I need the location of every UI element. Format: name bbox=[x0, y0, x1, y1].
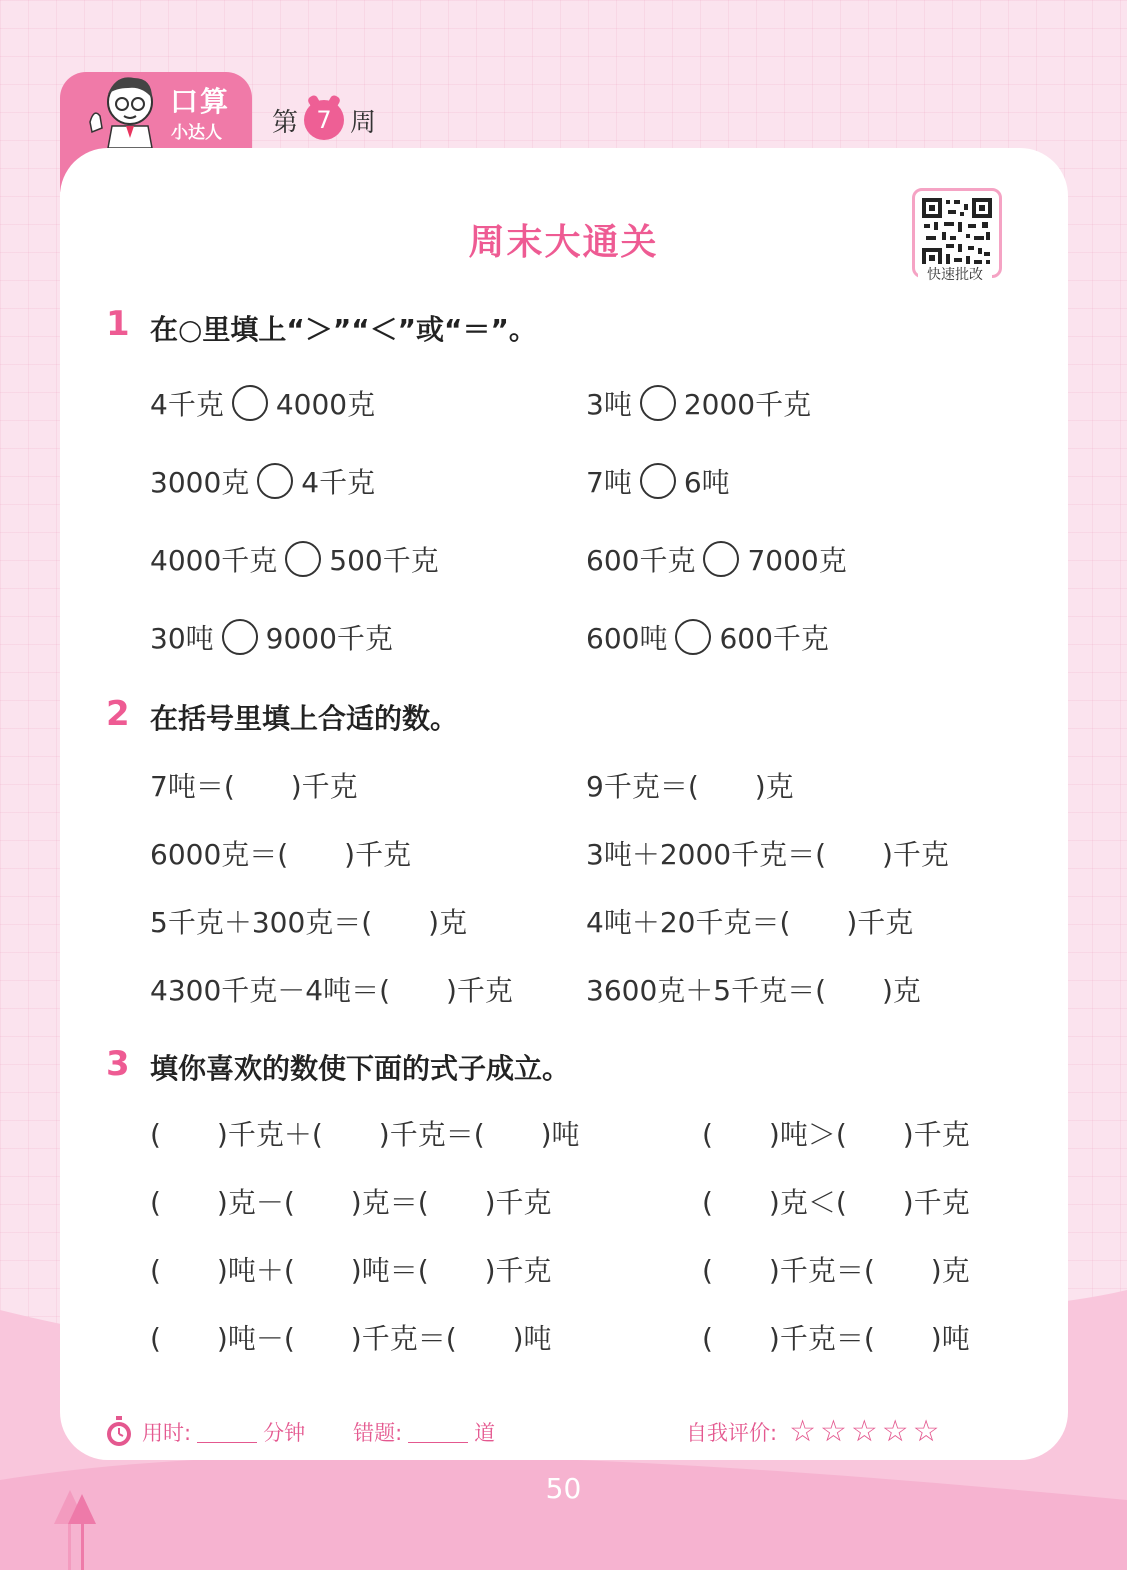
time-blank[interactable] bbox=[197, 1422, 257, 1443]
qr-code-icon bbox=[922, 198, 992, 268]
free-fill-item[interactable]: ( )吨－( )千克＝( )吨 bbox=[150, 1322, 552, 1355]
compare-right: 4千克 bbox=[301, 466, 376, 499]
compare-item bbox=[150, 537, 439, 581]
free-fill-item[interactable]: ( )克－( )克＝( )千克 bbox=[150, 1186, 552, 1219]
compare-item bbox=[586, 381, 811, 425]
compare-right: 9000千克 bbox=[265, 622, 393, 655]
page-number: 50 bbox=[545, 1472, 582, 1505]
stopwatch-icon bbox=[104, 1416, 134, 1448]
answer-circle[interactable] bbox=[675, 619, 711, 655]
section2-instruction: 在括号里填上合适的数。 bbox=[150, 702, 459, 735]
compare-right: 600千克 bbox=[719, 622, 829, 655]
compare-right: 7000克 bbox=[747, 544, 847, 577]
compare-left: 4千克 bbox=[150, 388, 224, 421]
errors-unit: 道 bbox=[474, 1421, 496, 1445]
conversion-item[interactable]: 4300千克－4吨＝( )千克 bbox=[150, 974, 513, 1007]
compare-item bbox=[586, 615, 829, 659]
answer-circle[interactable] bbox=[703, 541, 739, 577]
tree-icon bbox=[52, 1490, 100, 1570]
section3-instruction: 填你喜欢的数使下面的式子成立。 bbox=[150, 1052, 571, 1085]
mascot-boy-icon bbox=[82, 72, 164, 148]
compare-item bbox=[150, 615, 393, 659]
compare-item bbox=[586, 459, 730, 503]
free-fill-item[interactable]: ( )千克＝( )克 bbox=[702, 1254, 970, 1287]
brand-title: 口算 bbox=[170, 85, 231, 118]
compare-left: 3吨 bbox=[586, 388, 632, 421]
answer-circle[interactable] bbox=[640, 463, 676, 499]
errors-blank[interactable] bbox=[408, 1422, 468, 1443]
time-unit: 分钟 bbox=[263, 1421, 306, 1445]
section3-number: 3 bbox=[106, 1044, 130, 1084]
week-number-badge: 7 bbox=[304, 100, 344, 140]
week-label bbox=[272, 98, 376, 142]
compare-left: 30吨 bbox=[150, 622, 214, 655]
free-fill-item[interactable]: ( )千克＋( )千克＝( )吨 bbox=[150, 1118, 580, 1151]
compare-item bbox=[150, 381, 375, 425]
self-eval-label: 自我评价: bbox=[686, 1420, 778, 1445]
compare-left: 3000克 bbox=[150, 466, 250, 499]
answer-circle[interactable] bbox=[257, 463, 293, 499]
compare-left: 600千克 bbox=[586, 544, 696, 577]
compare-left: 600吨 bbox=[586, 622, 668, 655]
compare-left: 7吨 bbox=[586, 466, 632, 499]
week-prefix: 第 bbox=[272, 107, 299, 138]
answer-circle[interactable] bbox=[640, 385, 676, 421]
free-fill-item[interactable]: ( )千克＝( )吨 bbox=[702, 1322, 970, 1355]
conversion-item[interactable]: 3吨＋2000千克＝( )千克 bbox=[586, 838, 949, 871]
errors-label: 错题: bbox=[353, 1421, 403, 1445]
compare-right: 500千克 bbox=[329, 544, 439, 577]
free-fill-item[interactable]: ( )吨＋( )吨＝( )千克 bbox=[150, 1254, 552, 1287]
compare-right: 4000克 bbox=[275, 388, 376, 421]
answer-circle[interactable] bbox=[222, 619, 258, 655]
compare-right: 2000千克 bbox=[683, 388, 812, 421]
compare-item bbox=[150, 459, 375, 503]
free-fill-item[interactable]: ( )吨＞( )千克 bbox=[702, 1118, 970, 1151]
footer-self-eval bbox=[686, 1414, 944, 1449]
answer-circle[interactable] bbox=[285, 541, 321, 577]
brand-subtitle: 小达人 bbox=[171, 123, 222, 143]
footer-time-errors bbox=[104, 1416, 495, 1448]
conversion-item[interactable]: 7吨＝( )千克 bbox=[150, 770, 358, 803]
free-fill-item[interactable]: ( )克＜( )千克 bbox=[702, 1186, 970, 1219]
section1-number: 1 bbox=[106, 304, 130, 344]
conversion-item[interactable]: 9千克＝( )克 bbox=[586, 770, 794, 803]
conversion-item[interactable]: 3600克＋5千克＝( )克 bbox=[586, 974, 921, 1007]
compare-right: 6吨 bbox=[683, 466, 730, 499]
compare-item bbox=[586, 537, 847, 581]
conversion-item[interactable]: 5千克＋300克＝( )克 bbox=[150, 906, 468, 939]
conversion-item[interactable]: 4吨＋20千克＝( )千克 bbox=[586, 906, 914, 939]
qr-code-label: 快速批改 bbox=[918, 264, 992, 284]
time-label: 用时: bbox=[142, 1421, 192, 1445]
week-suffix: 周 bbox=[350, 107, 377, 138]
compare-left: 4000千克 bbox=[150, 544, 278, 577]
conversion-item[interactable]: 6000克＝( )千克 bbox=[150, 838, 412, 871]
rating-stars[interactable]: ☆☆☆☆☆ bbox=[789, 1414, 944, 1449]
section2-number: 2 bbox=[106, 694, 130, 734]
section1-instruction: 在○里填上“＞”“＜”或“＝”。 bbox=[150, 313, 537, 346]
page-title: 周末大通关 bbox=[468, 222, 659, 263]
answer-circle[interactable] bbox=[232, 385, 268, 421]
